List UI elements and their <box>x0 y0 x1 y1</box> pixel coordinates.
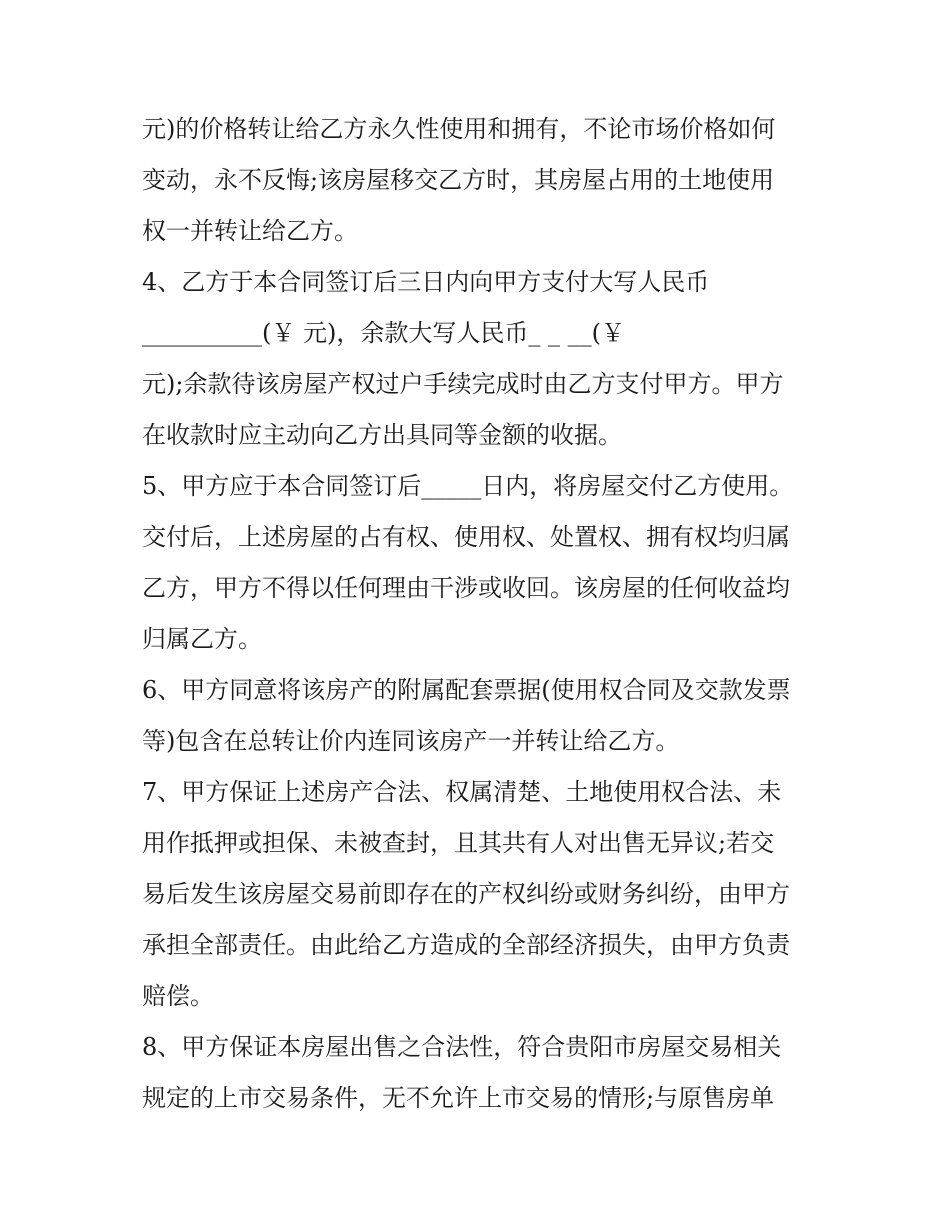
clause-6-line: 6、甲方同意将该房产的附属配套票据(使用权合同及交款发票 <box>142 676 791 704</box>
text-line: 赔偿。 <box>142 982 214 1010</box>
text-line: 承担全部责任。由此给乙方造成的全部经济损失，由甲方负责 <box>142 931 790 959</box>
text-line: 等)包含在总转让价内连同该房产一并转让给乙方。 <box>142 727 680 755</box>
clause-5-line: 5、甲方应于本合同签订后_____日内，将房屋交付乙方使用。 <box>142 472 794 500</box>
text-line: 在收款时应主动向乙方出具同等金额的收据。 <box>142 421 622 449</box>
text-line: 乙方，甲方不得以任何理由干涉或收回。该房屋的任何收益均 <box>142 574 790 602</box>
clause-4-line: 4、乙方于本合同签订后三日内向甲方支付大写人民币 <box>142 268 710 296</box>
clause-7-line: 7、甲方保证上述房产合法、权属清楚、土地使用权合法、未 <box>142 778 782 806</box>
text-line: 归属乙方。 <box>142 625 262 653</box>
text-line: 交付后，上述房屋的占有权、使用权、处置权、拥有权均归属 <box>142 523 790 551</box>
text-line: 规定的上市交易条件，无不允许上市交易的情形;与原售房单 <box>142 1084 775 1112</box>
text-line: 变动，永不反悔;该房屋移交乙方时，其房屋占用的土地使用 <box>142 166 775 194</box>
text-line: 元);余款待该房屋产权过户手续完成时由乙方支付甲方。甲方 <box>142 370 784 398</box>
text-line: 用作抵押或担保、未被查封，且其共有人对出售无异议;若交 <box>142 829 775 857</box>
clause-8-line: 8、甲方保证本房屋出售之合法性，符合贵阳市房屋交易相关 <box>142 1033 782 1061</box>
text-line: 元)的价格转让给乙方永久性使用和拥有，不论市场价格如何 <box>142 115 776 143</box>
contract-body <box>142 104 832 1124</box>
text-line: 权一并转让给乙方。 <box>142 217 358 245</box>
text-line: __________(￥ 元)，余款大写人民币_ _ __(￥ <box>142 319 625 347</box>
text-line: 易后发生该房屋交易前即存在的产权纠纷或财务纠纷，由甲方 <box>142 880 790 908</box>
